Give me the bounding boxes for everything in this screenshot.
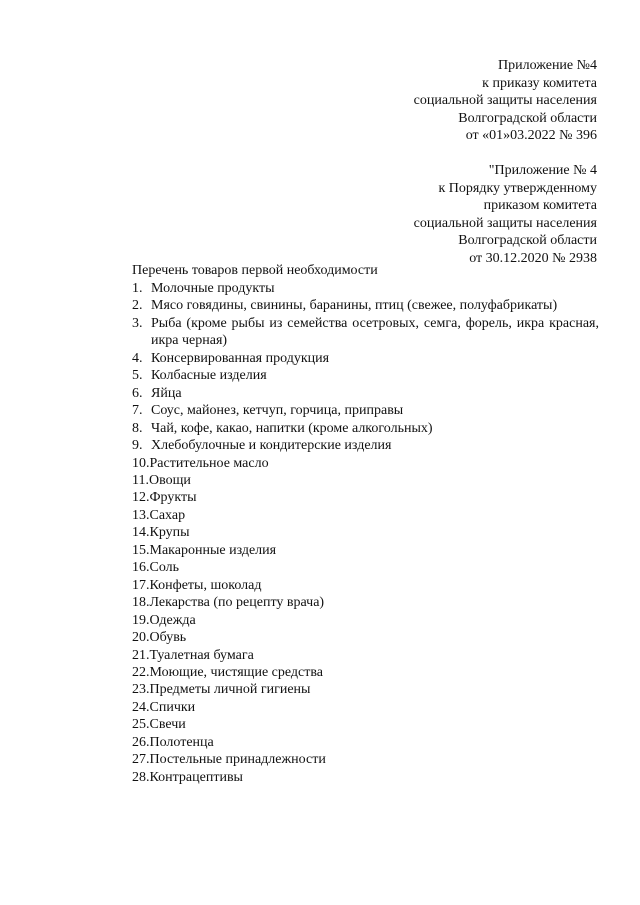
list-item-text: Фрукты bbox=[149, 490, 197, 506]
list-item-text: Макаронные изделия bbox=[149, 542, 277, 558]
header-line: приказом комитета bbox=[483, 198, 597, 214]
list-item-text: Соус, майонез, кетчуп, горчица, приправы bbox=[151, 403, 404, 419]
list-item-number: 8. bbox=[132, 420, 143, 436]
list-item-number: 12. bbox=[132, 490, 150, 506]
list-item-text: Растительное масло bbox=[149, 455, 269, 471]
list-item bbox=[132, 385, 599, 402]
list-item bbox=[132, 612, 599, 629]
list-item bbox=[132, 280, 599, 297]
list-item-number: 13. bbox=[132, 507, 150, 523]
list-item-number: 14. bbox=[132, 525, 150, 541]
list-item bbox=[132, 542, 599, 559]
list-item-text: Молочные продукты bbox=[151, 281, 275, 296]
list-item-number: 6. bbox=[132, 385, 143, 401]
list-item-text: Чай, кофе, какао, напитки (кроме алкогольных) bbox=[151, 420, 433, 436]
list-item bbox=[132, 489, 599, 506]
list-item-text: Соль bbox=[149, 560, 180, 576]
list-item bbox=[132, 664, 599, 681]
list-item bbox=[132, 437, 599, 454]
header-line: социальной защиты населения bbox=[413, 215, 597, 231]
list-item bbox=[132, 751, 599, 768]
list-item-text: Овощи bbox=[148, 472, 191, 488]
list-title: Перечень товаров первой необходимости bbox=[132, 263, 378, 278]
list-item-text: Постельные принадлежности bbox=[149, 752, 326, 768]
list-item-text: Крупы bbox=[149, 525, 190, 541]
list-item-number: 7. bbox=[132, 403, 143, 419]
list-item bbox=[132, 367, 599, 384]
list-item-number: 27. bbox=[132, 752, 150, 768]
list-item-number: 5. bbox=[132, 368, 143, 384]
header-line: "Приложение № 4 bbox=[488, 163, 597, 178]
list-item-number: 20. bbox=[132, 630, 150, 646]
list-item bbox=[132, 402, 599, 419]
list-item bbox=[132, 681, 599, 698]
list-item-number: 24. bbox=[132, 699, 150, 715]
procedure-appendix-header bbox=[414, 162, 597, 268]
list-item-number: 28. bbox=[132, 769, 150, 785]
list-item-text: Предметы личной гигиены bbox=[149, 682, 311, 698]
header-line: социальной защиты населения bbox=[413, 93, 597, 109]
list-item-number: 3. bbox=[132, 315, 143, 331]
list-item bbox=[132, 472, 599, 489]
header-line: Волгоградской области bbox=[458, 110, 597, 126]
goods-list bbox=[132, 280, 599, 786]
list-item-text: Лекарства (по рецепту врача) bbox=[149, 595, 325, 611]
list-item bbox=[132, 577, 599, 594]
list-item-number: 10. bbox=[132, 455, 150, 471]
list-item bbox=[132, 647, 599, 664]
header-line: Приложение №4 bbox=[498, 58, 597, 73]
list-item-number: 11. bbox=[132, 472, 149, 488]
list-item-number: 15. bbox=[132, 542, 150, 558]
list-item-number: 4. bbox=[132, 350, 143, 366]
list-item bbox=[132, 297, 599, 314]
list-item-text: Консервированная продукция bbox=[151, 350, 330, 366]
list-item bbox=[132, 594, 599, 611]
list-item bbox=[132, 559, 599, 576]
list-item-number: 21. bbox=[132, 647, 150, 663]
list-item-text: Полотенца bbox=[149, 734, 214, 750]
header-line: от «01»03.2022 № 396 bbox=[465, 128, 597, 144]
list-item-number: 25. bbox=[132, 717, 150, 733]
list-item-text: Конфеты, шоколад bbox=[149, 577, 262, 593]
list-item-text: Мясо говядины, свинины, баранины, птиц (свежее, полуфабрикаты) bbox=[151, 298, 558, 314]
appendix-header bbox=[414, 57, 597, 145]
list-item-text: Яйца bbox=[151, 385, 182, 401]
list-item bbox=[132, 734, 599, 751]
list-item-number: 9. bbox=[132, 438, 143, 454]
list-item-text: Спички bbox=[149, 699, 196, 715]
list-item-number: 2. bbox=[132, 298, 143, 314]
header-line: к Порядку утвержденному bbox=[438, 180, 597, 196]
list-item bbox=[132, 629, 599, 646]
list-item-number: 16. bbox=[132, 560, 150, 576]
list-item-text: Моющие, чистящие средства bbox=[149, 664, 323, 680]
list-item bbox=[132, 455, 599, 472]
list-item bbox=[132, 315, 599, 350]
list-item bbox=[132, 716, 599, 733]
list-item bbox=[132, 350, 599, 367]
header-line: от 30.12.2020 № 2938 bbox=[469, 250, 597, 266]
list-item-number: 22. bbox=[132, 664, 150, 680]
list-item-text: Свечи bbox=[149, 717, 186, 733]
header-line: к приказу комитета bbox=[482, 75, 597, 91]
list-item-text: Колбасные изделия bbox=[151, 368, 267, 384]
list-item-text: Сахар bbox=[149, 507, 186, 523]
list-item-number: 23. bbox=[132, 682, 150, 698]
list-item-number: 26. bbox=[132, 734, 150, 750]
list-item bbox=[132, 699, 599, 716]
list-item bbox=[132, 524, 599, 541]
list-item-number: 1. bbox=[132, 281, 143, 296]
list-item-text: Рыба (кроме рыбы из семейства осетровых, семга, форель, икра красная, икра черная) bbox=[151, 315, 599, 349]
list-item-number: 19. bbox=[132, 612, 150, 628]
list-item bbox=[132, 507, 599, 524]
list-item-text: Хлебобулочные и кондитерские изделия bbox=[151, 438, 392, 454]
list-item bbox=[132, 769, 599, 786]
list-item bbox=[132, 420, 599, 437]
list-item-number: 17. bbox=[132, 577, 150, 593]
list-item-number: 18. bbox=[132, 595, 150, 611]
list-item-text: Обувь bbox=[149, 630, 187, 646]
list-item-text: Контрацептивы bbox=[149, 769, 243, 785]
list-item-text: Туалетная бумага bbox=[149, 647, 254, 663]
header-line: Волгоградской области bbox=[458, 233, 597, 249]
list-item-text: Одежда bbox=[149, 612, 196, 628]
